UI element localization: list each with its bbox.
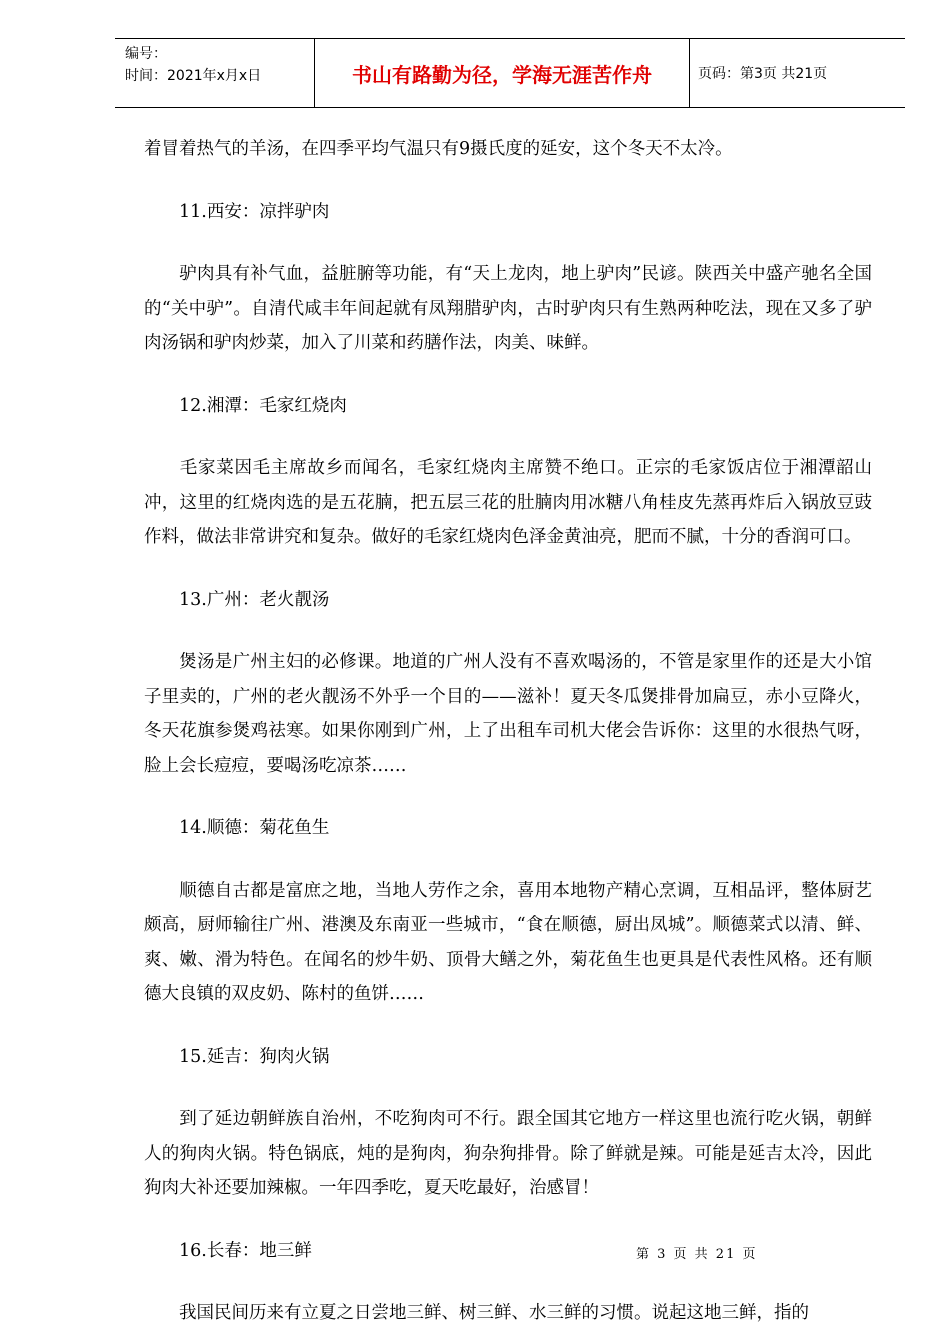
body-paragraph	[144, 874, 872, 1012]
paragraph-gap	[144, 1206, 872, 1234]
page-header	[115, 38, 905, 108]
paragraph-gap	[144, 555, 872, 583]
page-footer: 第 3 页 共 21 页	[636, 1247, 758, 1262]
paragraph-gap	[144, 1074, 872, 1102]
paragraph-text: 毛家菜因毛主席故乡而闻名，毛家红烧肉主席赞不绝口。正宗的毛家饭店位于湘潭韶山冲，这里的红烧肉选的是五花腩，把五层三花的肚腩肉用冰糖八角桂皮先蒸再炸后入锅放豆豉作料，做法非常讲究和复杂。做好的毛家红烧肉色泽金黄油亮，肥而不腻，十分的香润可口。	[144, 458, 872, 547]
paragraph-gap	[144, 361, 872, 389]
paragraph-gap	[144, 229, 872, 257]
paragraph-text: 驴肉具有补气血，益脏腑等功能，有“天上龙肉，地上驴肉”民谚。陕西关中盛产驰名全国的“关中驴”。自清代咸丰年间起就有凤翔腊驴肉，古时驴肉只有生熟两种吃法，现在又多了驴肉汤锅和驴肉炒菜，加入了川菜和药膳作法，肉美、味鲜。	[144, 264, 872, 353]
header-motto: 书山有路勤为径，学海无涯苦作舟	[315, 39, 690, 107]
body-paragraph	[144, 645, 872, 783]
section-heading: 13.广州：老火靓汤	[179, 589, 330, 610]
paragraph-gap	[144, 617, 872, 645]
time-label: 时间：2021年x月x日	[125, 68, 262, 84]
header-meta	[115, 39, 315, 107]
body-paragraph	[144, 257, 872, 361]
paragraph-text: 煲汤是广州主妇的必修课。地道的广州人没有不喜欢喝汤的，不管是家里作的还是大小馆子里卖的，广州的老火靓汤不外乎一个目的——滋补！夏天冬瓜煲排骨加扁豆，赤小豆降火，冬天花旗参煲鸡祛寒。如果你刚到广州，上了出租车司机大佬会告诉你：这里的水很热气呀，脸上会长痘痘，要喝汤吃凉茶……	[144, 652, 872, 776]
section-heading: 11.西安：凉拌驴肉	[179, 201, 330, 222]
paragraph-text: 顺德自古都是富庶之地，当地人劳作之余，喜用本地物产精心烹调，互相品评，整体厨艺颇高，厨师输往广州、港澳及东南亚一些城市，“食在顺德，厨出凤城”。顺德菜式以清、鲜、爽、嫩、滑为特色。在闻名的炒牛奶、顶骨大鳝之外，菊花鱼生也更具是代表性风格。还有顺德大良镇的双皮奶、陈村的鱼饼……	[144, 880, 872, 1004]
number-label: 编号：	[125, 46, 167, 62]
header-page-label: 页码：第3页 共21页	[698, 66, 828, 82]
paragraph-gap	[144, 423, 872, 451]
paragraph-gap	[144, 783, 872, 811]
paragraph-gap	[144, 167, 872, 195]
paragraph-gap	[144, 846, 872, 874]
paragraph-text: 我国民间历来有立夏之日尝地三鲜、树三鲜、水三鲜的习惯。说起这地三鲜，指的	[179, 1303, 809, 1323]
body-paragraph	[144, 1102, 872, 1206]
body-paragraph	[144, 451, 872, 555]
section-heading: 16.长春：地三鲜	[179, 1240, 312, 1261]
document-body	[144, 132, 872, 1331]
paragraph-gap	[144, 1012, 872, 1040]
section-heading: 14.顺德：菊花鱼生	[179, 818, 330, 838]
paragraph-text: 着冒着热气的羊汤，在四季平均气温只有9摄氏度的延安，这个冬天不太冷。	[144, 139, 733, 159]
paragraph-gap	[144, 1268, 872, 1296]
paragraph-text: 到了延边朝鲜族自治州，不吃狗肉可不行。跟全国其它地方一样这里也流行吃火锅，朝鲜人的狗肉火锅。特色锅底，炖的是狗肉，狗杂狗排骨。除了鲜就是辣。可能是延吉太冷，因此狗肉大补还要加辣椒。一年四季吃，夏天吃最好，治感冒！	[144, 1109, 872, 1198]
body-paragraph	[144, 132, 872, 167]
section-heading: 12.湘潭：毛家红烧肉	[179, 395, 347, 416]
body-paragraph	[144, 1296, 872, 1331]
section-heading: 15.延吉：狗肉火锅	[179, 1046, 330, 1067]
